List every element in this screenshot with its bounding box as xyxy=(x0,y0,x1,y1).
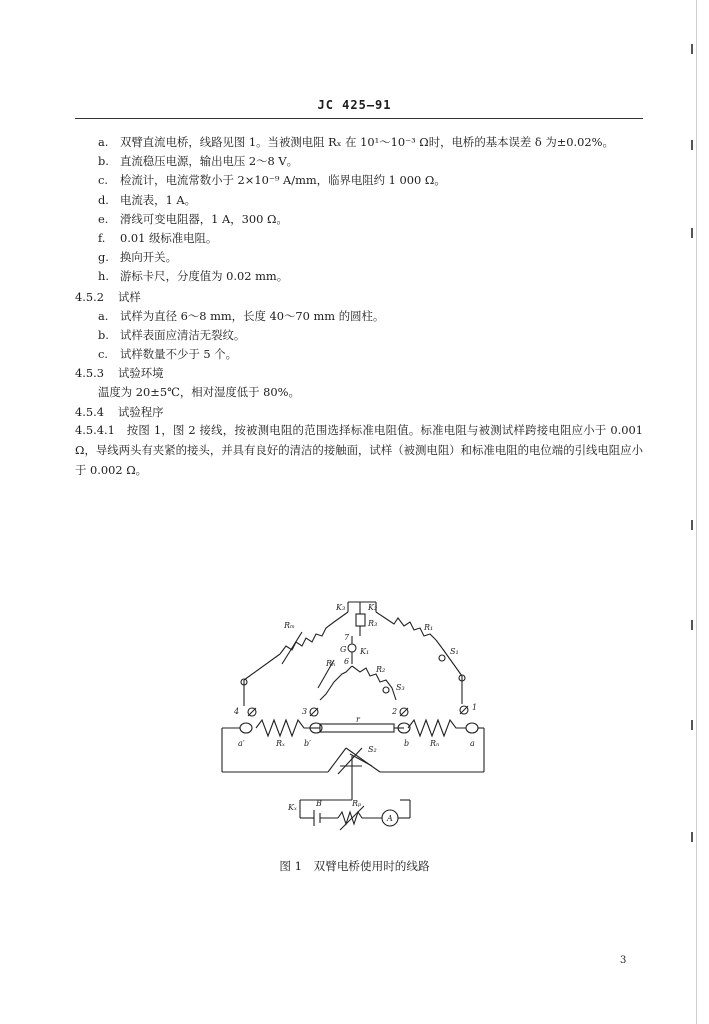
label-node-7: 7 xyxy=(344,633,350,642)
list-marker: a. xyxy=(98,135,109,149)
label-b-prime: b′ xyxy=(304,739,311,748)
list-item: 双臂直流电桥，线路见图 1。当被测电阻 Rₓ 在 10¹～10⁻³ Ω时，电桥的基本误差 δ 为±0.02%。 xyxy=(120,135,614,149)
list-item: 试样数量不少于 5 个。 xyxy=(120,347,238,361)
section-title: 试验环境 xyxy=(118,366,164,380)
list-item: 直流稳压电源，输出电压 2～8 V。 xyxy=(120,154,299,168)
label-s2: S₂ xyxy=(368,745,377,754)
label-terminal-1: 1 xyxy=(472,703,478,712)
label-galvanometer: G xyxy=(340,645,347,654)
procedure-paragraph: 4.5.4.1 按图 1，图 2 接线，按被测电阻的范围选择标准电阻值。标准电阻与被测试样跨接电阻应小于 0.001 Ω，导线两头有夹紧的接头，并具有良好的清洁的接触面，试样（被测电阻）和标准电阻的电位端的引线电阻应小于 0.002 Ω。 xyxy=(75,423,643,477)
label-rn-inner: Rₙ xyxy=(326,659,336,668)
section-number: 4.5.4 xyxy=(75,405,104,419)
label-k1: K₁ xyxy=(360,647,370,656)
list-marker: c. xyxy=(98,347,109,361)
list-marker: d. xyxy=(98,193,109,207)
list-item: 滑线可变电阻器，1 A，300 Ω。 xyxy=(120,212,288,226)
list-marker: g. xyxy=(98,250,109,264)
list-item: 电流表，1 A。 xyxy=(120,193,197,207)
label-b: b xyxy=(404,739,410,748)
environment-text: 温度为 20±5℃，相对湿度低于 80%。 xyxy=(98,385,300,399)
list-marker: a. xyxy=(98,309,109,323)
list-marker: h. xyxy=(98,269,109,283)
section-number: 4.5.2 xyxy=(75,290,104,304)
label-node-6: 6 xyxy=(344,657,350,666)
label-terminal-2: 2 xyxy=(392,707,398,716)
label-r1: R₁ xyxy=(424,623,434,632)
list-item: 试样表面应清洁无裂纹。 xyxy=(120,328,246,342)
list-marker: c. xyxy=(98,173,109,187)
label-rx: Rₓ xyxy=(276,739,285,748)
list-marker: b. xyxy=(98,154,109,168)
label-r3: R₃ xyxy=(368,619,378,628)
list-item: 换向开关。 xyxy=(120,250,177,264)
label-ammeter: A xyxy=(387,814,393,823)
document-code-header: JC 425—91 xyxy=(317,98,392,112)
label-a-prime: a′ xyxy=(238,739,245,748)
label-r-link: r xyxy=(356,715,360,724)
label-terminal-4: 4 xyxy=(234,707,240,716)
label-kx: Kₓ xyxy=(288,803,297,812)
label-a: a xyxy=(470,739,475,748)
label-k2: K₂ xyxy=(368,603,378,612)
section-number: 4.5.3 xyxy=(75,366,104,380)
label-r2: R₂ xyxy=(376,665,386,674)
label-terminal-3: 3 xyxy=(302,707,308,716)
section-title: 试验程序 xyxy=(118,405,164,419)
list-marker: e. xyxy=(98,212,109,226)
label-s3: S₃ xyxy=(396,683,405,692)
page-number: 3 xyxy=(620,955,627,966)
list-item: 0.01 级标准电阻。 xyxy=(120,231,218,245)
figure-caption: 图 1 双臂电桥使用时的线路 xyxy=(279,859,430,873)
label-battery-b: B xyxy=(316,799,322,808)
label-rn-bottom: Rₙ xyxy=(430,739,440,748)
list-marker: b. xyxy=(98,328,109,342)
list-item: 检流计，电流常数小于 2×10⁻⁹ A/mm，临界电阻约 1 000 Ω。 xyxy=(120,173,446,187)
label-s1: S₁ xyxy=(450,647,459,656)
list-item: 游标卡尺，分度值为 0.02 mm。 xyxy=(120,269,289,283)
label-k3: K₃ xyxy=(336,603,346,612)
list-marker: f. xyxy=(98,231,106,245)
label-rm: Rₘ xyxy=(284,621,295,630)
list-item: 试样为直径 6～8 mm，长度 40～70 mm 的圆柱。 xyxy=(120,309,385,323)
label-rp: Rₚ xyxy=(352,799,362,808)
section-title: 试样 xyxy=(118,290,141,304)
